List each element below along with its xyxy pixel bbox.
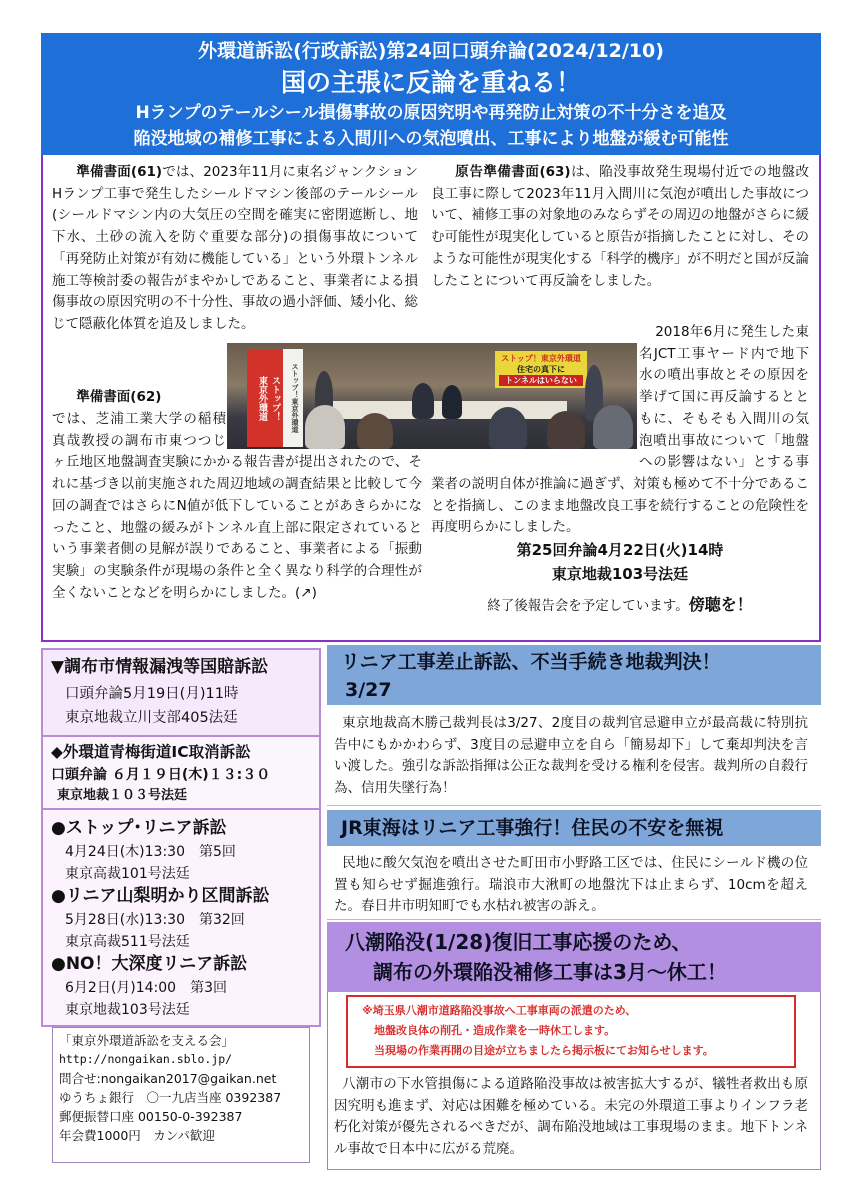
support-postal: 郵便振替口座 00150-0-392387 (59, 1109, 243, 1124)
divider (327, 805, 821, 806)
header-headline: 国の主張に反論を重ねる！ (280, 68, 581, 97)
article-right-p1 (431, 162, 809, 292)
jr-tokai-title: JR東海はリニア工事強行！住民の不安を無視 (341, 817, 724, 839)
linear-deep-title: ●NO！大深度リニア訴訟 (51, 954, 248, 974)
person-figure (412, 383, 434, 419)
chofu-lawsuit-box (41, 648, 321, 738)
banner-tunnel: ストップ！東京外環道 住宅の真下に トンネルはいらない (495, 351, 587, 388)
next-session-court: 東京地裁103号法廷 (551, 565, 689, 583)
brief-62-body: では、芝浦工業大学の稲積真哉教授の調布市東つつじヶ丘地区地盤調査実験にかかる報告書が提出されたので、それに基づき以前実施された周辺地域の調査結果と比較して今回の調査ではさらにN値が低下していることがあきらかになったこと、地盤の緩みがトンネル直上部に限定されているという事業者側の見解が誤りであること、事業者による「振動実験」の実験条件が現場の条件と全く異なり科学的合理性が全くないことなどを明らかにしました。(↗) (52, 411, 422, 601)
brief-61-title: 準備書面(61) (76, 164, 163, 180)
brief-62-head (52, 387, 222, 409)
header-line3: Hランプのテールシール損傷事故の原因究明や再発防止対策の不十分さを追及 (135, 103, 727, 123)
support-group-box (52, 1027, 310, 1163)
linear-stop-court: 東京高裁101号法廷 (65, 866, 190, 882)
linear-injunction-body: 東京地裁高木勝己裁判長は3/27、2度目の裁判官忌避申立が最高裁に特別抗告中にもかかわらず、3度目の忌避申立を自ら「簡易却下」して棄却判決を言い渡した。強引な訴訟指揮は公正な裁判を受ける権利を侵害。裁判所の自殺行為、信用失墜行為！ (334, 715, 808, 796)
session-note-emph: 傍聴を！ (688, 595, 753, 614)
chofu-date: 口頭弁論5月19日(月)11時 (65, 686, 239, 702)
chofu-court: 東京地裁立川支部405法廷 (65, 710, 238, 726)
brief-63-title: 原告準備書面(63) (455, 164, 571, 180)
session-note-text: 終了後報告会を予定しています。 (487, 598, 689, 614)
linear-injunction-title: リニア工事差止訴訟、不当手続き地裁判決！ (341, 651, 721, 673)
brief-63-body: は、陥没事故発生現場付近での地盤改良工事に際して2023年11月入間川に気泡が噴出した事故について、補修工事の対象地のみならずその周辺の地盤がさらに緩む可能性が現実化していると原告が指摘したことに対し、そのような可能性が現実化する「科学的機序」が不明だと国が反論したことについて再反論をしました。 (431, 164, 809, 289)
ome-title: ◆外環道青梅街道IC取消訴訟 (51, 743, 251, 761)
header-line4: 陥没地域の補修工事による入間川への気泡噴出、工事により地盤が緩む可能性 (133, 129, 729, 149)
support-contact-email[interactable]: 問合せ:nongaikan2017@gaikan.net (59, 1071, 277, 1086)
yashio-title-1: 八潮陥没(1/28)復旧工事応援のため、 (345, 930, 692, 954)
ome-date: 口頭弁論 ６月１９日(木)１３:３０ (51, 767, 271, 783)
banner-stop-gaikan: ストップ！ 東京外環道 (247, 349, 283, 447)
person-figure (593, 405, 633, 449)
person-figure (547, 411, 585, 449)
yashio-title-2: 調布の外環陥没補修工事は3月～休工！ (373, 960, 727, 984)
person-figure (442, 385, 462, 419)
linear-stop-date: 4月24日(木)13:30 第5回 (65, 844, 236, 860)
linear-injunction-date: 3/27 (345, 679, 392, 701)
linear-lawsuits-box (41, 808, 321, 1027)
linear-deep-date: 6月2日(月)14:00 第3回 (65, 980, 227, 996)
linear-injunction-header (327, 645, 821, 705)
header-line1: 外環道訴訟(行政訴訟)第24回口頭弁論(2024/12/10) (198, 40, 664, 62)
brief-61-body: では、2023年11月に東名ジャンクションHランプ工事で発生したシールドマシン後部のテールシール(シールドマシン内の大気圧の空間を確実に密閉遮断し、地下水、土砂の流入を防ぐ重要な部分)の損傷事故について「再発防止対策が有効に機能している」という外環トンネル施工等検討委の報告がまやかしであること、事業者による損傷事故の原因究明の不十分性、事故の過小評価、矮小化、総じて隠蔽化体質を追及しました。 (52, 164, 418, 332)
next-session-date: 第25回弁論4月22日(火)14時 (516, 541, 724, 559)
linear-yamanashi-date: 5月28日(水)13:30 第32回 (65, 912, 245, 928)
next-session (431, 538, 809, 586)
support-url-link[interactable]: http://nongaikan.sblo.jp/ (59, 1052, 233, 1066)
jr-tokai-body: 民地に酸欠気泡を噴出させた町田市小野路工区では、住民にシールド機の位置も知らせず掘進強行。瑞浪市大湫町の地盤沈下は止まらず、10cmを超えた。春日井市明知町でも水枯れ被害の訴え。 (334, 855, 808, 914)
support-bank: ゆうちょ銀行 〇一九店当座 0392387 (59, 1090, 282, 1105)
brief-62-title: 準備書面(62) (76, 389, 162, 405)
notice-line1: ※埼玉県八潮市道路陥没事故へ工事車両の派遣のため、 (362, 1004, 637, 1017)
yashio-header (327, 922, 821, 992)
person-figure (305, 405, 345, 449)
article-right-p2-body: 2018年6月に発生した東名JCT工事ヤード内で地下水の噴出事故とその原因を挙げて国に再反論するとともに、そもそも入間川の気泡噴出事故について「地盤への影響はない」とする事業者の説明自体が推論に過ぎず、対策も極めて不十分であることを指摘し、このまま地盤改良工事を続行することの危険性を再度明らかにしました。 (431, 324, 809, 536)
chofu-title: ▼調布市情報漏洩等国賠訴訟 (51, 657, 269, 677)
yashio-section-frame (327, 992, 821, 1170)
ome-ic-lawsuit-box (41, 735, 321, 812)
session-note (431, 592, 809, 615)
notice-line2: 地盤改良体の削孔・造成作業を一時休工します。 (374, 1024, 616, 1037)
ome-court: 東京地裁１０３号法廷 (57, 788, 188, 803)
jr-tokai-header (327, 810, 821, 846)
linear-stop-title: ●ストップ･リニア訴訟 (51, 818, 227, 838)
support-name: 「東京外環道訴訟を支える会」 (59, 1033, 235, 1048)
person-figure (489, 407, 527, 449)
person-figure (357, 413, 393, 449)
notice-line3: 当現場の作業再開の目途が立ちましたら掲示板にてお知らせします。 (374, 1044, 714, 1057)
article-left-p1 (52, 162, 418, 336)
meeting-photo (227, 343, 637, 449)
support-fee: 年会費1000円 カンパ歓迎 (59, 1128, 215, 1143)
yashio-body: 八潮市の下水管損傷による道路陥没事故は被害拡大するが、犠牲者救出も原因究明も進まず、対応は困難を極めている。未完の外環道工事よりインフラ老朽化対策が優先されるべきだが、調布陥没地域は工事現場のまま。地下トンネル事故で日本中に広がる荒廃。 (334, 1076, 808, 1157)
divider (327, 919, 821, 920)
linear-deep-court: 東京地裁103号法廷 (65, 1002, 190, 1018)
banner-stop-small: ストップ！東京外環道 (283, 349, 303, 447)
linear-yamanashi-title: ●リニア山梨明かり区間訴訟 (51, 886, 270, 906)
linear-yamanashi-court: 東京高裁511号法廷 (65, 934, 190, 950)
header-banner (41, 33, 821, 155)
